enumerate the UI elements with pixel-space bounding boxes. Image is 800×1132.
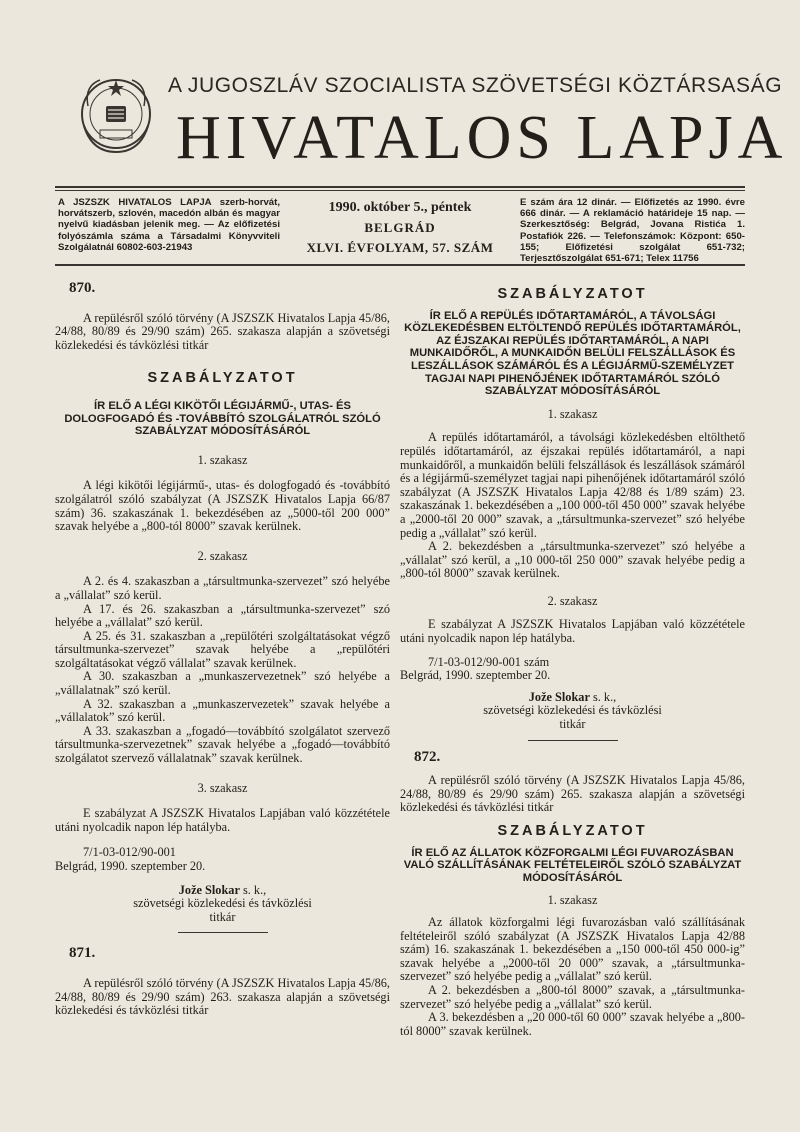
signer-title: szövetségi közlekedési és távközlési — [483, 703, 662, 718]
regulation-number: 870. — [69, 280, 96, 296]
regulation-intro: A repülésről szóló törvény (A JSZSZK Hivatalos Lapja 45/86, 24/88, 80/89 és 29/90 szám) 265. szakasza alapján a szövetségi közlekedési és távközlési titkár — [400, 773, 745, 815]
regulation-intro: A repülésről szóló törvény (A JSZSZK Hivatalos Lapja 45/86, 24/88, 80/89 és 29/90 szám) 263. szakasza alapján a szövetségi közlekedési és távközlési titkár — [55, 975, 390, 1018]
article-text: A légi kikötői légijármű-, utas- és dologfogadó és -továbbító szolgálatról szóló szabályzat (A JSZSZK Hivatalos Lapja 66/87 szám) 36. szakaszának 1. bekezdésében az „5000-től 200 000” szavak helyébe a „800-tól 8000” szavak kerülnek. — [55, 478, 390, 534]
article-text: A repülés időtartamáról, a távolsági közlekedésben eltölthető repülés időtartamáról, az éjszakai repülés időtartamáról, a napi munkaidőről, a munkaidőn belüli felszállások és leszállások számáról és a légijármű-személyzet tagjai napi pihenőjének időtartamáról szóló szabályzat (A JSZSZK Hivatalos Lapja 42/88 és 1/89 szám) 23. szakaszának 1. bekezdésében a „100 000-től 450 000” szavak helyébe a „2000-től 20 000” szavak, a „társultmunka-szervezet” szó helyébe pedig a „vállalat” szó kerül. — [400, 430, 745, 540]
regulation-number: 872. — [414, 748, 441, 765]
article-heading: 1. szakasz — [197, 452, 248, 467]
signer-title: titkár — [209, 909, 236, 924]
article-heading: 2. szakasz — [547, 593, 598, 608]
article-text: A 32. szakaszban a „munkaszervezetek” szavak helyébe a „vállalatok” szó kerül. — [55, 696, 390, 725]
signer-title: szövetségi közlekedési és távközlési — [133, 896, 312, 911]
article-text: A 25. és 31. szakaszban a „repülőtéri szolgáltatásokat végző társultmunka-szervezet” szavak helyébe a „repülőtéri szolgáltatásokat végző vállalat” szavak kerülnek. — [55, 628, 390, 670]
right-column — [400, 282, 745, 1038]
article-heading: 1. szakasz — [547, 406, 598, 421]
regulation-heading: SZABÁLYZATOT — [497, 823, 648, 839]
regulation-number: 871. — [69, 945, 96, 962]
article-heading: 2. szakasz — [197, 548, 248, 563]
article-text: A 33. szakaszban a „fogadó—továbbító szolgálatot szervező társultmunka-szervezetnek” szavak helyébe a „fogadó—továbbító szolgálatot szervező vállalatnak” szavak kerülnek. — [55, 723, 390, 766]
article-text: A 30. szakaszban a „munkaszervezetnek” szó helyébe a „vállalatnak” szó kerül. — [55, 669, 390, 698]
article-text: Az állatok közforgalmi légi fuvarozásban való szállításának feltételeiről szóló szabályzat (A JSZSZK Hivatalos Lapja 42/88 szám) 16. szakaszának 1. bekezdésében a „150 000-től 450 000-ig” szavak helyébe a „2000-től 20 000” szavak, a „társultmunka-szervezet” szó helyébe pedig a „vállalat” szó kerül. — [400, 914, 745, 984]
signer — [400, 691, 745, 705]
article-heading: 1. szakasz — [547, 893, 598, 908]
regulation-heading: SZABÁLYZATOT — [497, 286, 648, 302]
article-heading: 3. szakasz — [197, 780, 248, 795]
signer — [55, 884, 390, 898]
article-text: E szabályzat A JSZSZK Hivatalos Lapjában való közzététele utáni nyolcadik napon lép hatályba. — [400, 617, 745, 646]
coat-of-arms-icon — [70, 66, 162, 158]
price-contact-info: E szám ára 12 dinár. — Előfizetés az 1990. évre 666 dinár. — A reklamáció határideje 15 nap. — Szerkesztőség: Belgrád, Jovana Ristića 1. Postafiók 226. — Telefonszámok: Központ: 650-155; Előfizetési szolgálat 651-732; Terjesztőszolgálat 651-671; Telex 11756 — [520, 197, 745, 265]
reference-number: 7/1-03-012/90-001 — [83, 845, 176, 860]
signing-date: Belgrád, 1990. szeptember 20. — [55, 859, 206, 873]
issue-info — [290, 198, 510, 258]
masthead-subtitle: A JUGOSZLÁV SZOCIALISTA SZÖVETSÉGI KÖZTÁRSASÁG — [168, 74, 783, 97]
signing-date: Belgrád, 1990. szeptember 20. — [400, 668, 551, 683]
signer-suffix: s. k., — [589, 689, 617, 704]
article-text: A 17. és 26. szakaszban a „társultmunka-szervezet” szó helyébe a „vállalat” szó kerül. — [55, 601, 390, 630]
issue-volume: XLVI. ÉVFOLYAM, 57. SZÁM — [306, 240, 494, 255]
signer-name: Jože Slokar — [528, 689, 590, 704]
issue-date: 1990. október 5., péntek — [328, 200, 472, 215]
regulation-title: ÍR ELŐ AZ ÁLLATOK KÖZFORGALMI LÉGI FUVAROZÁSBAN VALÓ SZÁLLÍTÁSÁNAK FELTÉTELEIRŐL SZÓLÓ SZABÁLYZAT MÓDOSÍTÁSÁRÓL — [403, 846, 742, 884]
signer-title: titkár — [559, 717, 586, 732]
header-rule-top — [55, 186, 745, 188]
issue-place: BELGRÁD — [364, 220, 436, 235]
left-column — [55, 282, 390, 1018]
regulation-intro: A repülésről szóló törvény (A JSZSZK Hivatalos Lapja 45/86, 24/88, 80/89 és 29/90 szám) 265. szakasza alapján a szövetségi közlekedési és távközlési titkár — [55, 310, 390, 352]
regulation-title: ÍR ELŐ A REPÜLÉS IDŐTARTAMÁRÓL, A TÁVOLSÁGI KÖZLEKEDÉSBEN ELTÖLTENDŐ REPÜLÉS IDŐTARTAMÁRÓL, AZ ÉJSZAKAI REPÜLÉS IDŐTARTAMÁRÓL, A NAPI MUNKAIDŐRŐL, A MUNKAIDŐN BELÜLI FELSZÁLLÁSOK ÉS LESZÁLLÁSOK SZÁMÁRÓL ÉS A LÉGIJÁRMŰ-SZEMÉLYZET TAGJAI NAPI PIHENŐJÉNEK IDŐTARTAMÁRÓL SZÓLÓ SZABÁLYZAT MÓDOSÍTÁSÁRÓL — [404, 309, 741, 398]
article-text: A 2. bekezdésben a „800-tól 8000” szavak, a „társultmunka-szervezet” szó helyébe pedig a „vállalat” szó kerül. — [400, 982, 745, 1011]
regulation-title: ÍR ELŐ A LÉGI KIKÖTŐI LÉGIJÁRMŰ-, UTAS- ÉS DOLOGFOGADÓ ÉS -TOVÁBBÍTÓ SZOLGÁLATRÓL SZÓLÓ SZABÁLYZAT MÓDOSÍTÁSÁRÓL — [64, 399, 381, 438]
article-text: A 3. bekezdésben a „20 000-től 60 000” szavak helyébe a „800-tól 8000” szavak kerülnek. — [400, 1010, 745, 1038]
signer-name: Jože Slokar — [178, 882, 240, 897]
masthead-title: HIVATALOS LAPJA — [176, 104, 788, 172]
reference-number: 7/1-03-012/90-001 szám — [428, 654, 550, 669]
article-text: E szabályzat A JSZSZK Hivatalos Lapjában való közzététele utáni nyolcadik napon lép hatályba. — [55, 806, 390, 834]
header-rule-bottom — [55, 264, 745, 266]
signer-suffix: s. k., — [239, 882, 267, 897]
article-text: A 2. és 4. szakaszban a „társultmunka-szervezet” szó helyébe a „vállalat” szó kerül. — [55, 574, 390, 602]
article-text: A 2. bekezdésben a „társultmunka-szervezet” szó helyébe a „vállalat” szó kerül, a „10 000-től 250 000” szavak helyébe pedig a „800-tól 8000” szavak kerülnek. — [400, 539, 745, 581]
publication-info: A JSZSZK HIVATALOS LAPJA szerb-horvát, horvátszerb, szlovén, macedón albán és magyar nyelvű kiadásban jelenik meg. — Az előfizetési folyószámla száma a Társadalmi Könyvviteli Szolgálatnál 60802-603-21943 — [58, 197, 280, 253]
header-rule-top-thin — [55, 190, 745, 191]
regulation-heading: SZABÁLYZATOT — [147, 370, 298, 387]
